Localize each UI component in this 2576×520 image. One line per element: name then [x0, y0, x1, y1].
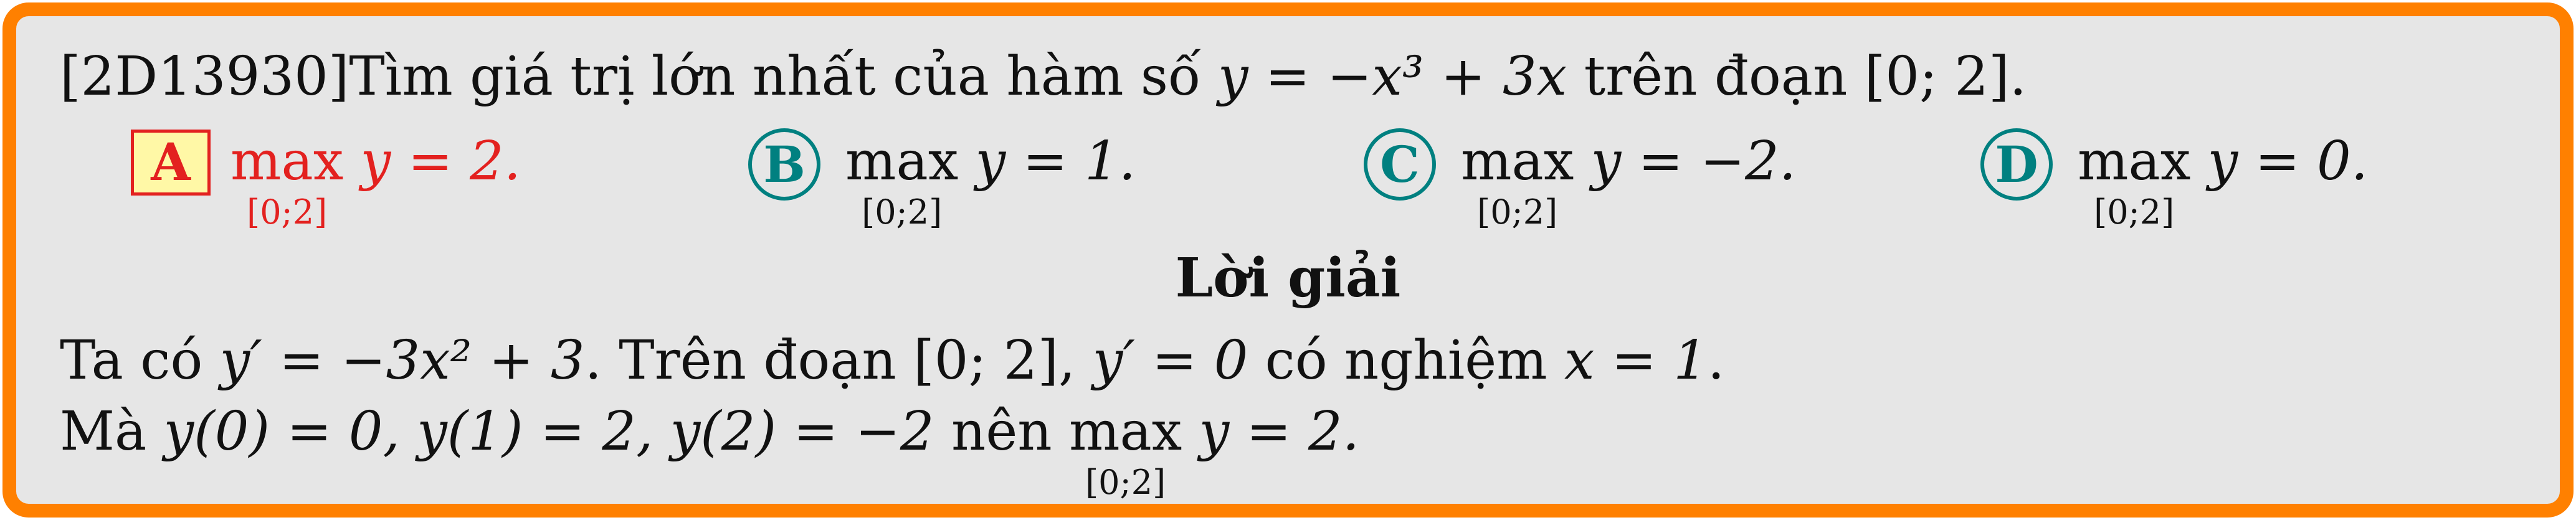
- question-text-before: Tìm giá trị lớn nhất của hàm số: [349, 45, 1218, 108]
- solution-result: y = 2.: [1199, 400, 1360, 463]
- solution-max-label: max: [1068, 400, 1182, 463]
- option-c-marker: C: [1364, 128, 1436, 201]
- option-d-marker: D: [1980, 128, 2053, 201]
- solution-line-1: [60, 329, 1725, 392]
- solution-condition: y′ = 0: [1092, 329, 1248, 392]
- option-b-expression: [845, 130, 1136, 232]
- option-a-expression: [231, 130, 521, 232]
- solution-heading: Lời giải: [1175, 247, 1401, 310]
- option-c-max: [1461, 130, 1574, 232]
- option-c-max-label: max: [1461, 130, 1574, 192]
- question-code: [2D13930]: [60, 45, 349, 108]
- option-c-subscript: [0;2]: [1477, 192, 1558, 232]
- solution-line-2: [60, 400, 1360, 502]
- option-a-marker: A: [131, 130, 211, 196]
- solution-root: x = 1: [1564, 329, 1708, 392]
- option-b-value: y = 1.: [975, 130, 1136, 192]
- option-b-max-label: max: [845, 130, 959, 192]
- solution-max-subscript: [0;2]: [1085, 463, 1166, 502]
- solution-line1-suffix: có nghiệm: [1248, 329, 1565, 392]
- solution-line2-prefix: Mà: [60, 400, 164, 463]
- solution-line1-end: .: [1708, 329, 1725, 392]
- solution-derivative: y′ = −3x² + 3: [219, 329, 585, 392]
- option-d-max: [2078, 130, 2191, 232]
- option-a-subscript: [0;2]: [247, 192, 328, 232]
- option-a-max-label: max: [231, 130, 344, 192]
- option-a-max: [231, 130, 344, 232]
- option-c-value: y = −2.: [1590, 130, 1797, 192]
- option-c-expression: [1461, 130, 1797, 232]
- option-d-max-label: max: [2078, 130, 2191, 192]
- solution-line2-middle: nên: [934, 400, 1069, 463]
- option-b-subscript: [0;2]: [862, 192, 943, 232]
- option-d-subscript: [0;2]: [2094, 192, 2175, 232]
- solution-values: y(0) = 0, y(1) = 2, y(2) = −2: [163, 400, 934, 463]
- option-d-expression: [2078, 130, 2369, 232]
- option-b-max: [845, 130, 959, 232]
- question-function: y = −x³ + 3x: [1217, 45, 1567, 108]
- solution-line1-prefix: Ta có: [60, 329, 220, 392]
- solution-max: [1068, 400, 1182, 502]
- question-text-after: trên đoạn [0; 2].: [1567, 45, 2027, 108]
- question-line: [60, 45, 2027, 108]
- solution-line1-middle: . Trên đoạn [0; 2],: [584, 329, 1093, 392]
- option-b-marker: B: [748, 128, 820, 201]
- option-a-value: y = 2.: [360, 130, 521, 192]
- question-card: [2, 2, 2574, 518]
- option-d-value: y = 0.: [2207, 130, 2369, 192]
